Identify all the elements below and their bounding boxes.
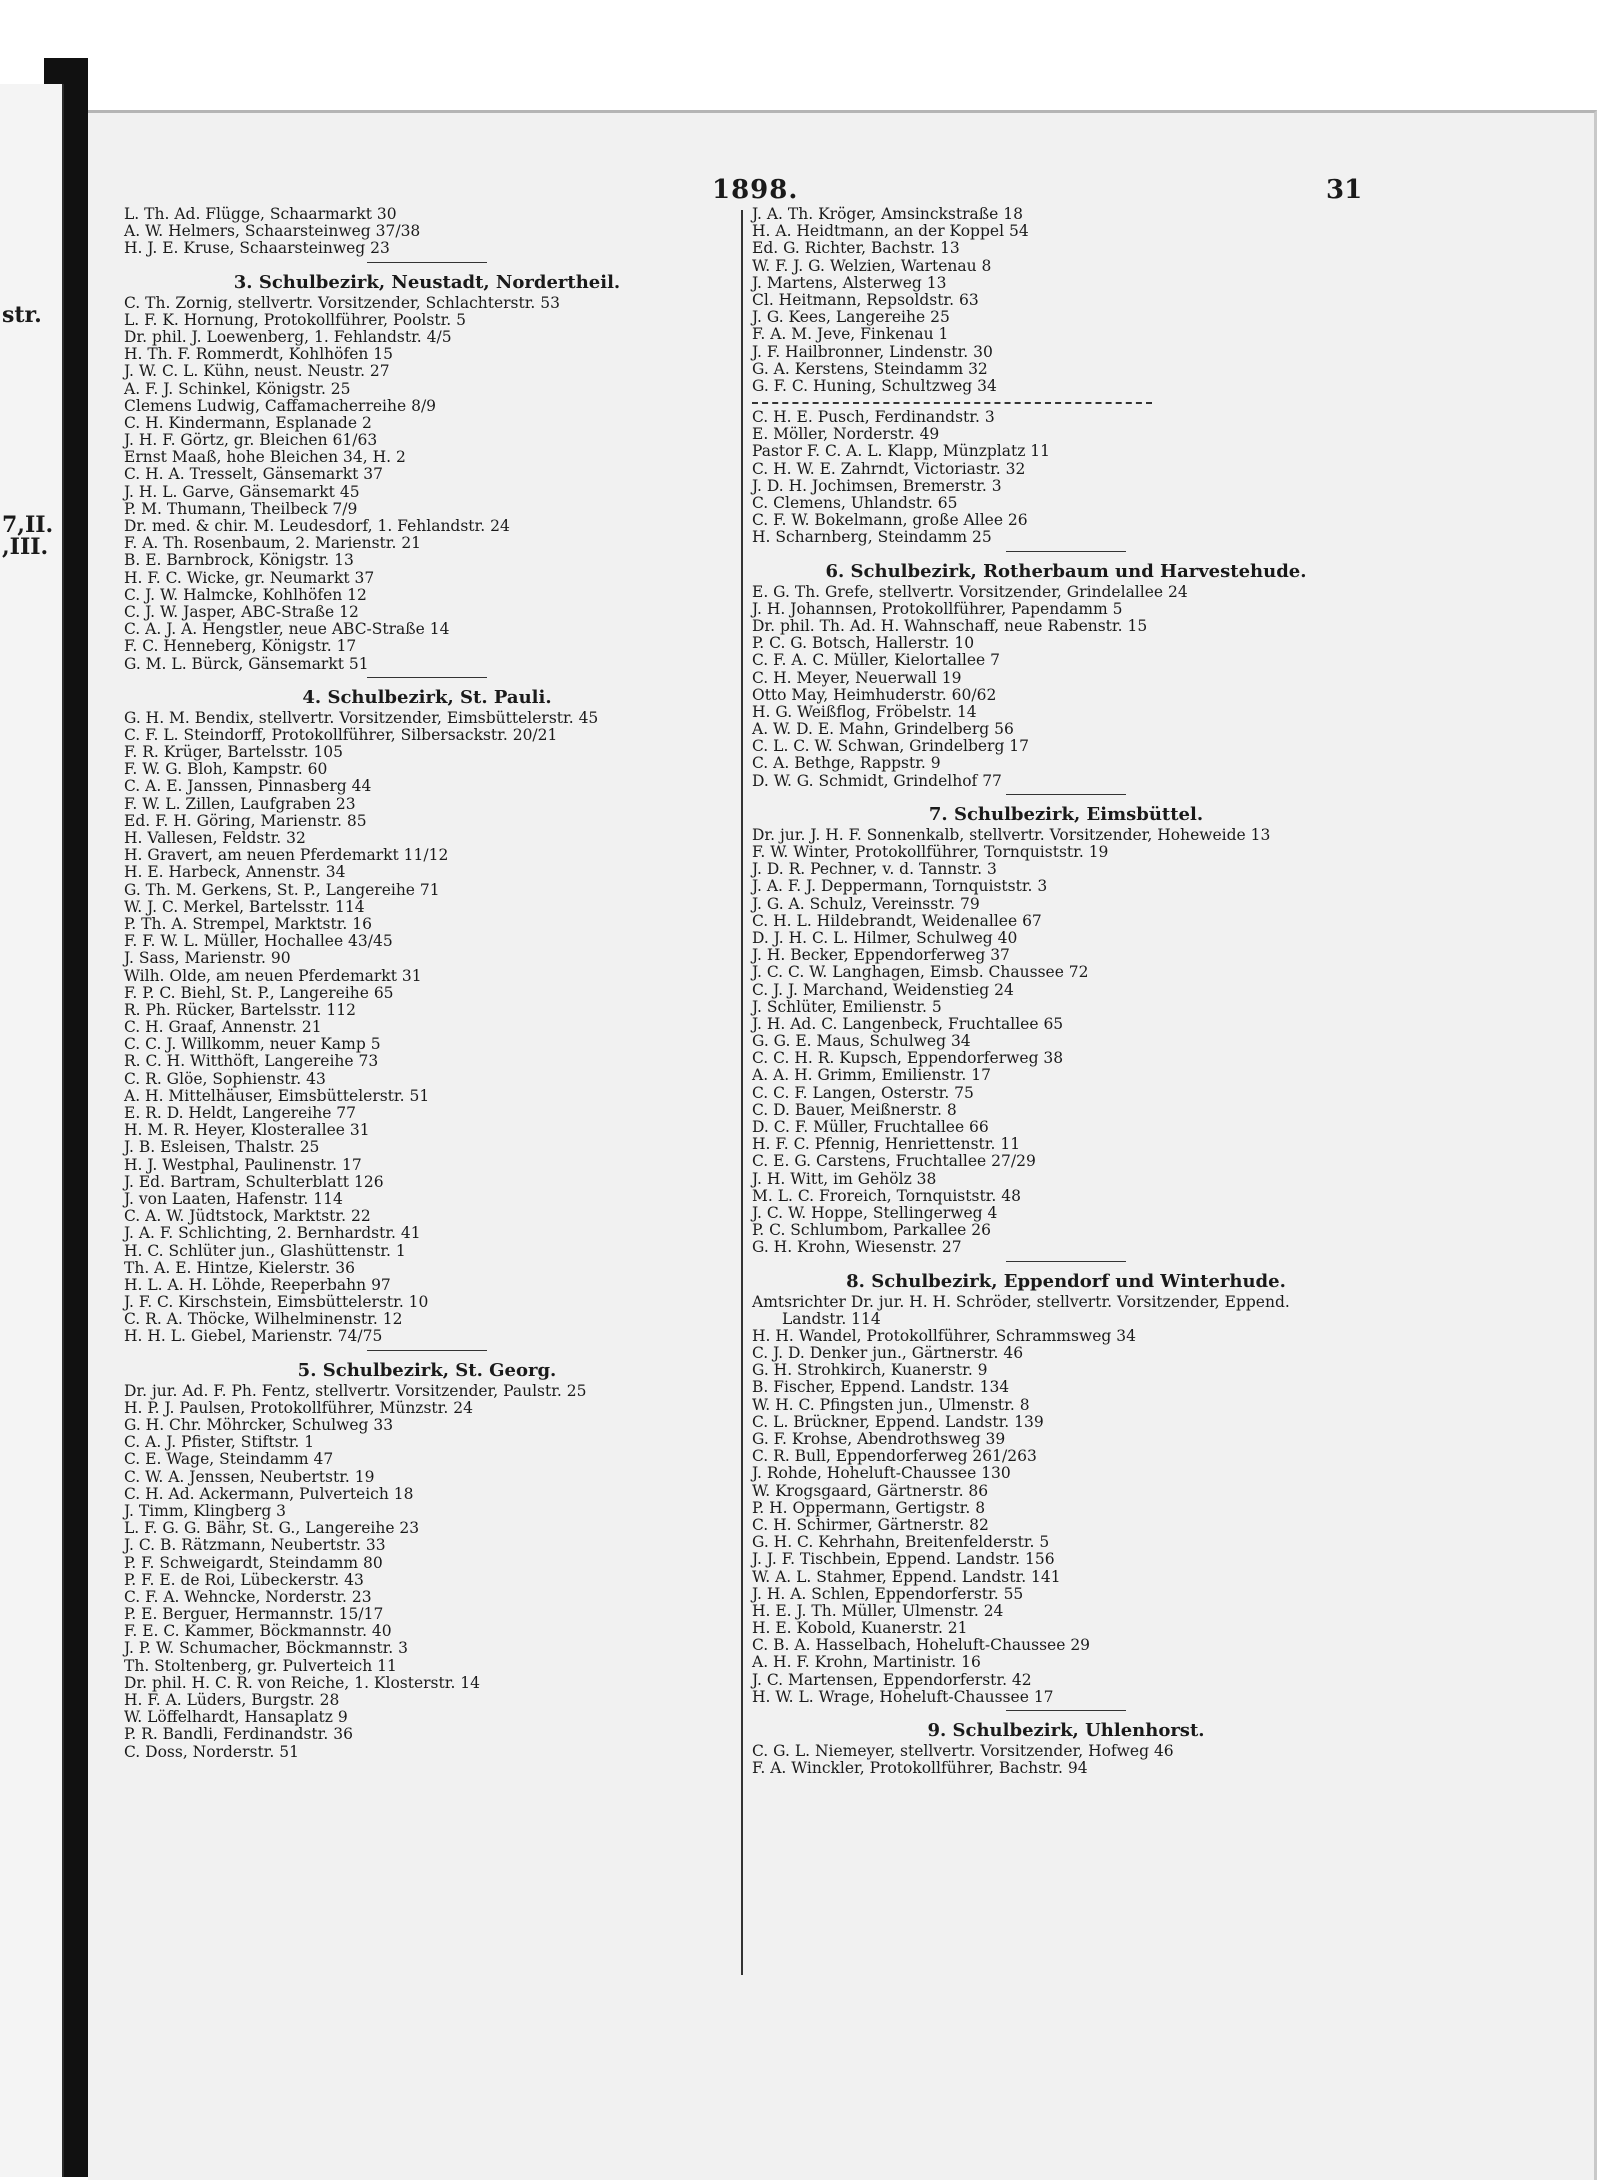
directory-entry: J. J. F. Tischbein, Eppend. Landstr. 156 (752, 1550, 1055, 1569)
directory-entry: C. H. W. E. Zahrndt, Victoriastr. 32 (752, 459, 1026, 478)
directory-entry: H. H. L. Giebel, Marienstr. 74/75 (124, 1327, 383, 1346)
directory-entry: C. L. Brückner, Eppend. Landstr. 139 (752, 1412, 1044, 1431)
directory-entry: P. M. Thumann, Theilbeck 7/9 (124, 499, 358, 518)
directory-entry: H. F. A. Lüders, Burgstr. 28 (124, 1691, 340, 1709)
directory-entry: J. H. Ad. C. Langenbeck, Fruchtallee 65 (752, 1014, 1064, 1033)
directory-entry: C. H. Schirmer, Gärtnerstr. 82 (752, 1515, 989, 1534)
directory-entry: H. W. L. Wrage, Hoheluft-Chaussee 17 (752, 1687, 1054, 1706)
directory-entry: H. L. A. H. Löhde, Reeperbahn 97 (124, 1275, 391, 1294)
section-separator (752, 1706, 1380, 1715)
directory-entry: J. G. A. Schulz, Vereinsstr. 79 (752, 894, 980, 913)
directory-entry: C. E. G. Carstens, Fruchtallee 27/29 (752, 1152, 1036, 1171)
directory-entry: C. C. H. R. Kupsch, Eppendorferweg 38 (752, 1049, 1064, 1068)
directory-entry: J. Timm, Klingberg 3 (124, 1501, 287, 1520)
directory-entry: F. W. G. Bloh, Kampstr. 60 (124, 760, 328, 779)
directory-entry: J. H. A. Schlen, Eppendorferstr. 55 (752, 1584, 1024, 1603)
directory-entry: J. von Laaten, Hafenstr. 114 (124, 1189, 343, 1208)
left-page-fragment: 7,II. (2, 512, 54, 538)
directory-entry: C. Doss, Norderstr. 51 (124, 1742, 299, 1761)
directory-entry: P. C. Schlumbom, Parkallee 26 (752, 1221, 991, 1240)
school-district-heading: 8. Schulbezirk, Eppendorf und Winterhude. (846, 1270, 1286, 1292)
directory-entry: H. F. C. Pfennig, Henriettenstr. 11 (752, 1135, 1021, 1154)
directory-entry: J. F. C. Kirschstein, Eimsbüttelerstr. 10 (124, 1293, 429, 1312)
directory-entry: P. H. Oppermann, Gertigstr. 8 (752, 1498, 986, 1517)
directory-entry: G. H. C. Kehrhahn, Breitenfelderstr. 5 (752, 1533, 1050, 1552)
directory-entry: G. M. L. Bürck, Gänsemarkt 51 (124, 654, 369, 673)
directory-entry: M. L. C. Froreich, Tornquiststr. 48 (752, 1186, 1021, 1205)
directory-entry: P. Th. A. Strempel, Marktstr. 16 (124, 914, 373, 933)
school-district-heading: 5. Schulbezirk, St. Georg. (297, 1359, 557, 1381)
directory-entry: L. Th. Ad. Flügge, Schaarmarkt 30 (124, 205, 397, 223)
directory-entry: F. A. Winckler, Protokollführer, Bachstr. 94 (752, 1759, 1088, 1778)
left-column (124, 206, 730, 1761)
directory-entry: A. H. Mittelhäuser, Eimsbüttelerstr. 51 (124, 1086, 430, 1105)
directory-entry: C. Clemens, Uhlandstr. 65 (752, 494, 958, 512)
directory-entry: W. J. C. Merkel, Bartelsstr. 114 (124, 897, 365, 916)
directory-entry: J. C. Martensen, Eppendorferstr. 42 (752, 1670, 1032, 1689)
directory-entry: C. A. J. A. Hengstler, neue ABC-Straße 14 (124, 620, 450, 639)
directory-entry: J. C. W. Hoppe, Stellingerweg 4 (752, 1203, 998, 1222)
directory-entry: H. G. Weißflog, Fröbelstr. 14 (752, 702, 977, 721)
directory-entry: Landstr. 114 (782, 1309, 881, 1328)
directory-entry: F. P. C. Biehl, St. P., Langereihe 65 (124, 983, 394, 1002)
directory-entry: C. J. W. Jasper, ABC-Straße 12 (124, 602, 359, 621)
directory-entry: H. M. R. Heyer, Klosterallee 31 (124, 1121, 370, 1140)
directory-entry: F. A. M. Jeve, Finkenau 1 (752, 325, 949, 344)
directory-entry: W. F. J. G. Welzien, Wartenau 8 (752, 256, 992, 275)
directory-entry: G. F. C. Huning, Schultzweg 34 (752, 376, 997, 395)
section-separator (752, 547, 1380, 556)
left-page-fragment: ,III. (2, 534, 49, 560)
school-district-heading: 3. Schulbezirk, Neustadt, Nordertheil. (233, 271, 621, 293)
directory-entry: C. G. L. Niemeyer, stellvertr. Vorsitzender, Hofweg 46 (752, 1742, 1174, 1760)
directory-entry: J. H. Johannsen, Protokollführer, Papendamm 5 (752, 599, 1123, 618)
directory-entry: C. W. A. Jenssen, Neubertstr. 19 (124, 1467, 375, 1486)
directory-entry: C. R. Bull, Eppendorferweg 261/263 (752, 1447, 1037, 1466)
directory-entry: C. J. J. Marchand, Weidenstieg 24 (752, 980, 1014, 999)
directory-entry: C. L. C. W. Schwan, Grindelberg 17 (752, 737, 1030, 756)
directory-entry: Ed. G. Richter, Bachstr. 13 (752, 239, 960, 258)
directory-entry: C. F. L. Steindorff, Protokollführer, Silbersackstr. 20/21 (124, 725, 558, 744)
directory-entry: P. F. E. de Roi, Lübeckerstr. 43 (124, 1570, 364, 1589)
directory-entry: J. P. W. Schumacher, Böckmannstr. 3 (124, 1639, 408, 1658)
left-page-edge (0, 84, 64, 2177)
directory-entry: D. W. G. Schmidt, Grindelhof 77 (752, 771, 1002, 790)
directory-entry: C. H. Meyer, Neuerwall 19 (752, 668, 962, 687)
directory-entry: Dr. phil. Th. Ad. H. Wahnschaff, neue Rabenstr. 15 (752, 616, 1148, 635)
directory-entry: H. E. Harbeck, Annenstr. 34 (124, 863, 346, 882)
directory-entry: H. E. Kobold, Kuanerstr. 21 (752, 1619, 968, 1638)
directory-entry: C. F. A. Wehncke, Norderstr. 23 (124, 1587, 372, 1606)
directory-entry: F. W. L. Zillen, Laufgraben 23 (124, 794, 356, 813)
directory-entry: G. F. Krohse, Abendrothsweg 39 (752, 1430, 1006, 1448)
directory-entry: J. G. Kees, Langereihe 25 (752, 308, 950, 327)
directory-entry: E. Möller, Norderstr. 49 (752, 425, 940, 444)
directory-entry: D. C. F. Müller, Fruchtallee 66 (752, 1118, 989, 1136)
directory-entry: C. J. W. Halmcke, Kohlhöfen 12 (124, 585, 367, 604)
directory-entry: D. J. H. C. L. Hilmer, Schulweg 40 (752, 928, 1018, 947)
directory-entry: J. C. B. Rätzmann, Neubertstr. 33 (124, 1536, 386, 1555)
directory-entry: C. D. Bauer, Meißnerstr. 8 (752, 1100, 957, 1119)
directory-entry: F. A. Th. Rosenbaum, 2. Marienstr. 21 (124, 534, 422, 553)
directory-entry: F. C. Henneberg, Königstr. 17 (124, 637, 357, 656)
directory-entry: C. F. W. Bokelmann, große Allee 26 (752, 511, 1028, 530)
dashed-separator (752, 395, 1380, 409)
directory-entry: C. Th. Zornig, stellvertr. Vorsitzender, Schlachterstr. 53 (124, 293, 561, 312)
directory-entry: J. A. F. J. Deppermann, Tornquiststr. 3 (752, 877, 1048, 896)
directory-entry: J. Rohde, Hoheluft-Chaussee 130 (752, 1464, 1011, 1483)
directory-entry: H. P. J. Paulsen, Protokollführer, Münzstr. 24 (124, 1398, 473, 1417)
directory-entry: L. F. K. Hornung, Protokollführer, Poolstr. 5 (124, 310, 466, 329)
directory-entry: J. D. H. Jochimsen, Bremerstr. 3 (752, 476, 1002, 495)
school-district-heading: 9. Schulbezirk, Uhlenhorst. (927, 1720, 1205, 1741)
directory-entry: G. H. M. Bendix, stellvertr. Vorsitzender, Eimsbüttelerstr. 45 (124, 708, 599, 727)
directory-entry: Clemens Ludwig, Caffamacherreihe 8/9 (124, 396, 437, 415)
directory-entry: E. R. D. Heldt, Langereihe 77 (124, 1104, 357, 1122)
directory-entry: P. R. Bandli, Ferdinandstr. 36 (124, 1725, 353, 1744)
directory-entry: C. C. F. Langen, Osterstr. 75 (752, 1083, 974, 1102)
directory-entry: J. Schlüter, Emilienstr. 5 (752, 997, 942, 1016)
directory-entry: H. Th. F. Rommerdt, Kohlhöfen 15 (124, 345, 394, 364)
directory-entry: G. H. Chr. Möhrcker, Schulweg 33 (124, 1416, 394, 1434)
directory-entry: A. A. H. Grimm, Emilienstr. 17 (752, 1066, 991, 1085)
directory-entry: G. H. Krohn, Wiesenstr. 27 (752, 1238, 962, 1257)
directory-entry: J. A. Th. Kröger, Amsinckstraße 18 (752, 205, 1023, 223)
directory-entry: G. H. Strohkirch, Kuanerstr. 9 (752, 1361, 988, 1380)
directory-entry: H. A. Heidtmann, an der Koppel 54 (752, 222, 1029, 241)
school-district-heading: 4. Schulbezirk, St. Pauli. (302, 686, 552, 708)
directory-entry: J. D. R. Pechner, v. d. Tannstr. 3 (752, 860, 997, 879)
page-number: 31 (1326, 175, 1363, 205)
directory-entry: Dr. phil. J. Loewenberg, 1. Fehlandstr. 4/5 (124, 327, 452, 346)
directory-entry: C. A. J. Pfister, Stiftstr. 1 (124, 1433, 315, 1452)
directory-entry: Wilh. Olde, am neuen Pferdemarkt 31 (124, 966, 422, 985)
right-column (752, 206, 1380, 1777)
directory-entry: Dr. jur. Ad. F. Ph. Fentz, stellvertr. Vorsitzender, Paulstr. 25 (124, 1381, 587, 1400)
directory-entry: H. J. E. Kruse, Schaarsteinweg 23 (124, 239, 390, 258)
page-header (0, 175, 1600, 205)
directory-entry: Ernst Maaß, hohe Bleichen 34, H. 2 (124, 448, 406, 467)
directory-entry: H. E. J. Th. Müller, Ulmenstr. 24 (752, 1601, 1004, 1620)
directory-entry: L. F. G. G. Bähr, St. G., Langereihe 23 (124, 1519, 420, 1538)
column-divider (741, 210, 743, 1975)
directory-entry: C. E. Wage, Steindamm 47 (124, 1450, 334, 1469)
directory-entry: Dr. phil. H. C. R. von Reiche, 1. Klosterstr. 14 (124, 1673, 481, 1692)
page-year: 1898. (712, 175, 799, 205)
directory-entry: A. H. F. Krohn, Martinistr. 16 (752, 1653, 981, 1672)
directory-entry: Dr. jur. J. H. F. Sonnenkalb, stellvertr. Vorsitzender, Hoheweide 13 (752, 825, 1271, 844)
directory-entry: C. H. Kindermann, Esplanade 2 (124, 413, 372, 432)
directory-entry: J. A. F. Schlichting, 2. Bernhardstr. 41 (124, 1224, 421, 1243)
directory-entry: C. B. A. Hasselbach, Hoheluft-Chaussee 29 (752, 1636, 1091, 1655)
directory-entry: C. A. W. Jüdtstock, Marktstr. 22 (124, 1207, 371, 1226)
school-district-heading: 7. Schulbezirk, Eimsbüttel. (928, 803, 1204, 825)
directory-entry: C. H. Ad. Ackermann, Pulverteich 18 (124, 1484, 414, 1503)
directory-entry: W. Krogsgaard, Gärtnerstr. 86 (752, 1481, 989, 1500)
directory-entry: B. Fischer, Eppend. Landstr. 134 (752, 1378, 1010, 1397)
directory-entry: C. F. A. C. Müller, Kielortallee 7 (752, 651, 1000, 670)
directory-entry: H. Gravert, am neuen Pferdemarkt 11/12 (124, 846, 449, 865)
directory-entry: J. W. C. L. Kühn, neust. Neustr. 27 (124, 362, 390, 381)
left-page-fragment: str. (2, 302, 42, 328)
directory-entry: J. H. Becker, Eppendorferweg 37 (752, 946, 1010, 965)
school-district-heading: 6. Schulbezirk, Rotherbaum und Harvestehude. (825, 560, 1307, 582)
directory-entry: R. Ph. Rücker, Bartelsstr. 112 (124, 1000, 356, 1019)
section-separator (752, 1257, 1380, 1266)
directory-entry: Ed. F. H. Göring, Marienstr. 85 (124, 811, 367, 830)
directory-entry: B. E. Barnbrock, Königstr. 13 (124, 551, 354, 570)
directory-entry: H. Vallesen, Feldstr. 32 (124, 829, 306, 847)
directory-entry: A. W. D. E. Mahn, Grindelberg 56 (752, 720, 1014, 739)
directory-entry: W. Löffelhardt, Hansaplatz 9 (124, 1708, 348, 1727)
directory-entry: J. Martens, Alsterweg 13 (752, 273, 947, 292)
directory-entry: J. F. Hailbronner, Lindenstr. 30 (752, 342, 993, 361)
directory-entry: J. B. Esleisen, Thalstr. 25 (124, 1138, 320, 1157)
directory-entry: P. F. Schweigardt, Steindamm 80 (124, 1553, 383, 1572)
directory-entry: J. H. F. Görtz, gr. Bleichen 61/63 (124, 431, 378, 450)
directory-entry: F. R. Krüger, Bartelsstr. 105 (124, 743, 344, 762)
directory-entry: W. A. L. Stahmer, Eppend. Landstr. 141 (752, 1567, 1061, 1586)
directory-entry: H. C. Schlüter jun., Glashüttenstr. 1 (124, 1241, 406, 1260)
directory-entry: J. C. C. W. Langhagen, Eimsb. Chaussee 72 (752, 963, 1089, 982)
section-separator (124, 673, 730, 682)
directory-entry: Pastor F. C. A. L. Klapp, Münzplatz 11 (752, 442, 1051, 461)
directory-entry: J. Ed. Bartram, Schulterblatt 126 (124, 1172, 384, 1191)
directory-entry: J. Sass, Marienstr. 90 (124, 949, 291, 968)
directory-entry: C. H. E. Pusch, Ferdinandstr. 3 (752, 408, 995, 427)
directory-entry: C. A. Bethge, Rappstr. 9 (752, 754, 941, 773)
directory-entry: H. F. C. Wicke, gr. Neumarkt 37 (124, 568, 375, 587)
directory-entry: C. H. Graaf, Annenstr. 21 (124, 1018, 322, 1037)
directory-entry: H. H. Wandel, Protokollführer, Schrammsweg 34 (752, 1326, 1136, 1345)
directory-entry: H. J. Westphal, Paulinenstr. 17 (124, 1155, 362, 1174)
directory-entry: F. F. W. L. Müller, Hochallee 43/45 (124, 932, 393, 951)
directory-entry: G. A. Kerstens, Steindamm 32 (752, 359, 988, 378)
directory-entry: J. H. Witt, im Gehölz 38 (752, 1169, 937, 1188)
directory-entry: C. J. D. Denker jun., Gärtnerstr. 46 (752, 1344, 1024, 1363)
directory-entry: A. F. J. Schinkel, Königstr. 25 (124, 379, 351, 398)
directory-entry: F. W. Winter, Protokollführer, Tornquiststr. 19 (752, 843, 1109, 861)
directory-entry: P. C. G. Botsch, Hallerstr. 10 (752, 634, 975, 653)
directory-entry: Otto May, Heimhuderstr. 60/62 (752, 685, 997, 704)
directory-entry: F. E. C. Kammer, Böckmannstr. 40 (124, 1622, 392, 1641)
directory-entry: Dr. med. & chir. M. Leudesdorf, 1. Fehlandstr. 24 (124, 517, 510, 535)
directory-entry: J. H. L. Garve, Gänsemarkt 45 (124, 482, 360, 501)
directory-entry: C. R. Glöe, Sophienstr. 43 (124, 1069, 326, 1088)
directory-entry: Th. A. E. Hintze, Kielerstr. 36 (124, 1258, 355, 1277)
section-separator (124, 1346, 730, 1355)
directory-entry: C. A. E. Janssen, Pinnasberg 44 (124, 777, 372, 796)
directory-entry: Amtsrichter Dr. jur. H. H. Schröder, stellvertr. Vorsitzender, Eppend. (752, 1292, 1290, 1311)
directory-entry: A. W. Helmers, Schaarsteinweg 37/38 (124, 222, 421, 241)
directory-entry: R. C. H. Witthöft, Langereihe 73 (124, 1052, 379, 1071)
directory-entry: G. G. E. Maus, Schulweg 34 (752, 1032, 971, 1051)
directory-entry: G. Th. M. Gerkens, St. P., Langereihe 71 (124, 880, 440, 899)
directory-entry: Th. Stoltenberg, gr. Pulverteich 11 (124, 1656, 397, 1675)
directory-entry: C. C. J. Willkomm, neuer Kamp 5 (124, 1035, 381, 1054)
directory-entry: Cl. Heitmann, Repsoldstr. 63 (752, 290, 979, 309)
section-separator (752, 790, 1380, 799)
directory-entry: C. H. A. Tresselt, Gänsemarkt 37 (124, 465, 383, 484)
directory-entry: H. Scharnberg, Steindamm 25 (752, 528, 992, 547)
directory-entry: C. H. L. Hildebrandt, Weidenallee 67 (752, 911, 1042, 930)
directory-entry: W. H. C. Pfingsten jun., Ulmenstr. 8 (752, 1395, 1030, 1414)
directory-entry: C. R. A. Thöcke, Wilhelminenstr. 12 (124, 1310, 403, 1329)
directory-entry: E. G. Th. Grefe, stellvertr. Vorsitzender, Grindelallee 24 (752, 582, 1188, 601)
section-separator (124, 258, 730, 267)
directory-entry: P. E. Berguer, Hermannstr. 15/17 (124, 1605, 384, 1624)
